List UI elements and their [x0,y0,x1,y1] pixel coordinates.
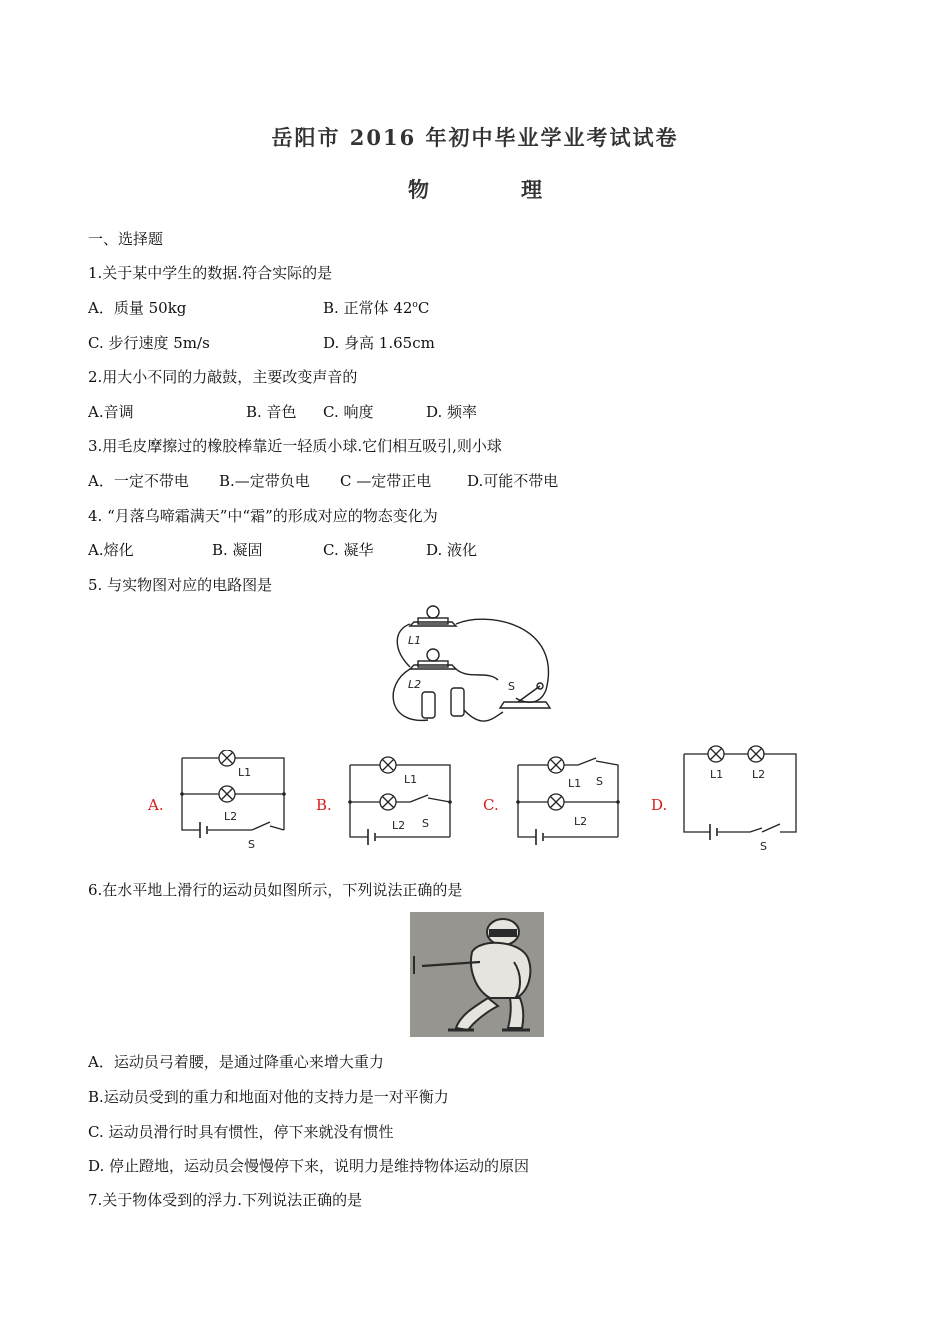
q6-stem: 6.在水平地上滑行的运动员如图所示，下列说法正确的是 [88,881,463,899]
svg-text:L2: L2 [752,768,766,781]
q1-option-c: C. 步行速度 5m/s [88,334,210,352]
battery-icon [422,692,435,718]
svg-text:S: S [596,775,603,788]
q5-letter-a: A. [148,796,164,814]
q4-option-a: A.熔化 [88,541,134,559]
q6-option-c: C. 运动员滑行时具有惯性，停下来就没有惯性 [88,1123,394,1141]
q5-circuit-c [512,755,624,853]
subject-right: 理 [521,177,542,202]
q3-option-c: C —定带正电 [340,472,432,490]
q3-option-d: D.可能不带电 [467,472,559,490]
q5-letter-c: C. [483,796,499,814]
q7-stem: 7.关于物体受到的浮力.下列说法正确的是 [88,1191,363,1209]
bulb-l1-icon [427,606,439,618]
svg-text:S: S [760,840,767,852]
q4-option-d: D. 液化 [426,541,478,559]
subject-left: 物 [408,177,429,202]
q5-letter-b: B. [316,796,332,814]
q2-stem: 2.用大小不同的力敲鼓，主要改变声音的 [88,368,358,386]
q4-option-b: B. 凝固 [212,541,263,559]
q5-stem: 5. 与实物图对应的电路图是 [88,576,273,594]
svg-text:L2: L2 [392,819,406,832]
q5-letter-d: D. [651,796,668,814]
q6-skater-figure [410,912,544,1037]
q3-option-a: A．一定不带电 [88,472,189,490]
q4-stem: 4. “月落乌啼霜满天”中“霜”的形成对应的物态变化为 [88,507,438,525]
photo-label-l1: L1 [408,634,422,647]
q1-stem: 1.关于某中学生的数据.符合实际的是 [88,264,333,282]
q5-circuit-d [680,740,802,852]
switch-icon [500,702,550,708]
q1-option-d: D. 身高 1.65cm [323,334,435,352]
svg-text:L2: L2 [574,815,588,828]
q5-circuit-a [176,750,288,852]
battery-icon [451,688,464,716]
q3-stem: 3.用毛皮摩擦过的橡胶棒靠近一轻质小球.它们相互吸引,则小球 [88,437,502,455]
photo-label-l2: L2 [408,678,422,691]
exam-title: 岳阳市 2016 年初中毕业学业考试试卷 [271,125,679,150]
svg-text:L2: L2 [224,810,238,823]
photo-label-s: S [508,680,515,693]
svg-text:L1: L1 [710,768,724,781]
subject-heading [0,174,950,204]
q2-option-d: D. 频率 [426,403,478,421]
q3-option-b: B.—定带负电 [219,472,310,490]
bulb-l2-icon [427,649,439,661]
q6-option-a: A．运动员弓着腰，是通过降重心来增大重力 [88,1053,384,1071]
q2-option-b: B. 音色 [246,403,297,421]
q2-option-c: C. 响度 [323,403,374,421]
q2-option-a: A.音调 [88,403,134,421]
svg-text:L1: L1 [404,773,418,786]
svg-text:L1: L1 [238,766,252,779]
q6-option-d: D. 停止蹬地，运动员会慢慢停下来，说明力是维持物体运动的原因 [88,1157,530,1175]
section-heading: 一、选择题 [88,230,164,248]
q5-circuit-b [344,755,456,853]
q6-option-b: B.运动员受到的重力和地面对他的支持力是一对平衡力 [88,1088,449,1106]
q4-option-c: C. 凝华 [323,541,374,559]
q5-physical-circuit-figure [388,600,558,730]
svg-text:L1: L1 [568,777,582,790]
q1-option-a: A．质量 50kg [88,299,187,317]
svg-text:S: S [422,817,429,830]
svg-text:S: S [248,838,255,851]
q1-option-b: B. 正常体 42$^o$C [323,299,430,317]
